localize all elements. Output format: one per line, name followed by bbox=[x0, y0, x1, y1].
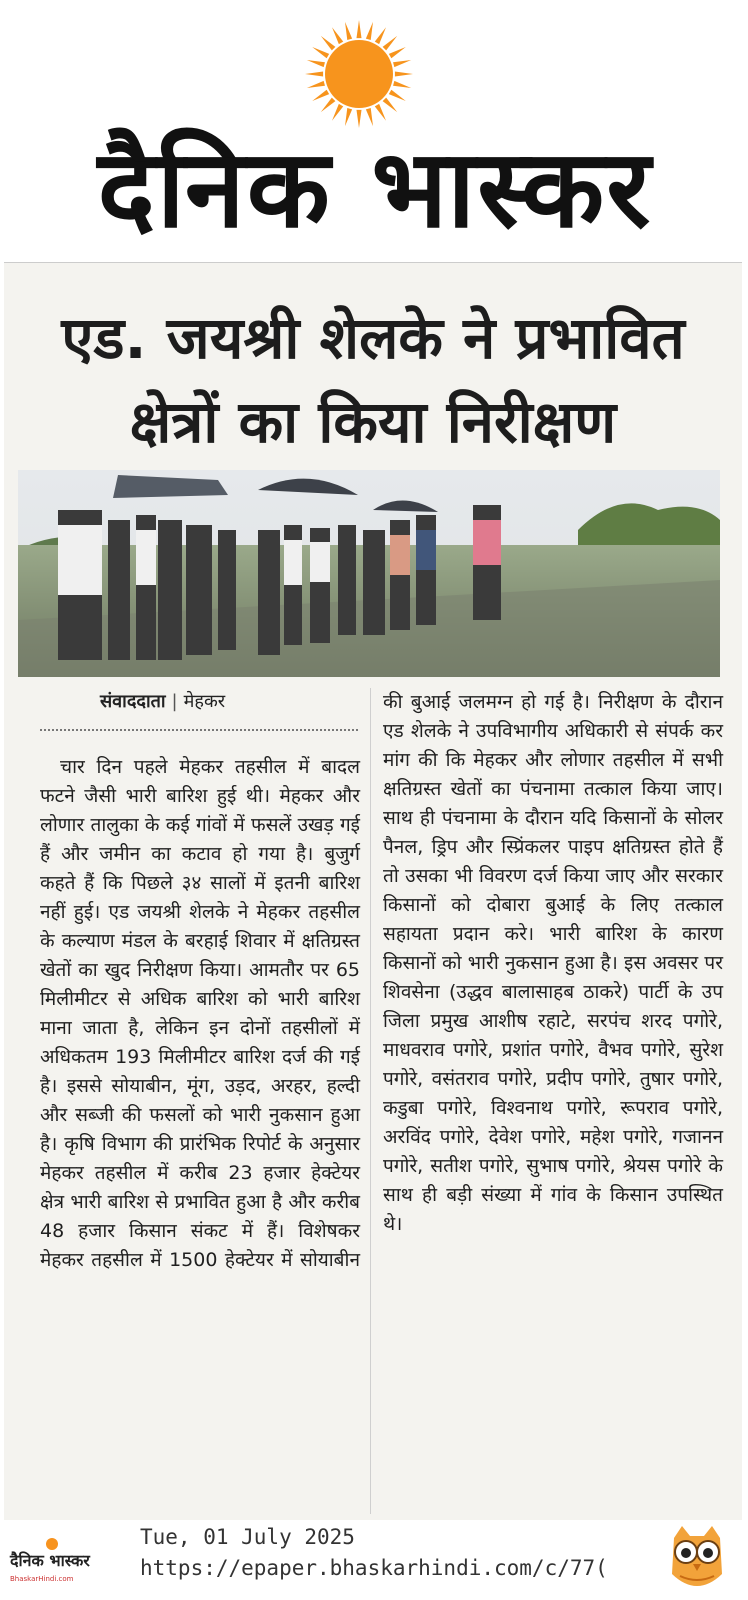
sun-ray bbox=[312, 90, 329, 101]
sun-ray bbox=[393, 81, 411, 88]
headline-line-2: क्षेत्रों का किया निरीक्षण bbox=[129, 388, 617, 456]
footer-logo[interactable]: दैनिक भास्कर bbox=[10, 1551, 90, 1570]
sun-ray bbox=[312, 47, 329, 58]
sun-ray bbox=[307, 60, 325, 67]
sun-ray bbox=[332, 27, 343, 44]
sun-ray bbox=[393, 60, 411, 67]
sun-ray bbox=[383, 98, 398, 113]
headline-line-1: एड. जयश्री शेलके ने प्रभावित bbox=[61, 304, 685, 372]
sun-ray bbox=[356, 20, 361, 38]
sun-ray bbox=[389, 47, 406, 58]
article-headline bbox=[4, 296, 742, 464]
byline-separator: | bbox=[171, 691, 178, 712]
byline bbox=[100, 689, 370, 713]
article-body-column-left: चार दिन पहले मेहकर तहसील में बादल फटने जैसी भारी बारिश हुई थी। मेहकर और लोणार तालुका के कई गांवों में फसलें उखड़ गई हैं और जमीन का कटाव हो गया है। बुजुर्ग कहते हैं कि पिछले ३४ सालों में इतनी बारिश नहीं हुई। एड जयश्री शेलके ने मेहकर तहसील के कल्याण मंडल के बरहाई शिवार में क्षतिग्रस्त खेतों का खुद निरीक्षण किया। आमतौर पर 65 मिलीमीटर से अधिक बारिश को भारी बारिश माना जाता है, लेकिन इन दोनों तहसीलों में अधिकतम 193 मिलीमीटर बारिश दर्ज की गई है। इससे सोयाबीन, मूंग, उड़द, अरहर, हल्दी और सब्जी की फसलों को भारी नुकसान हुआ है। कृषि विभाग की प्रारंभिक रिपोर्ट के अनुसार मेहकर तहसील में करीब 23 हजार हेक्टेयर क्षेत्र भारी बारिश से प्रभावित हुआ है और करीब 48 हजार किसान संकट में हैं। विशेषकर मेहकर तहसील में 1500 हेक्टेयर में सोयाबीन bbox=[40, 756, 360, 1271]
sun-ray bbox=[375, 104, 386, 121]
sun-ray bbox=[375, 27, 386, 44]
newspaper-title[interactable]: दैनिक भास्कर bbox=[97, 127, 653, 252]
sun-ray bbox=[305, 71, 323, 76]
byline-divider bbox=[40, 729, 358, 731]
byline-location: मेहकर bbox=[183, 691, 226, 712]
footer-date: Tue, 01 July 2025 bbox=[140, 1525, 355, 1549]
article-body-column-right: की बुआई जलमग्न हो गई है। निरीक्षण के दौरान एड शेलके ने उपविभागीय अधिकारी से संपर्क कर मांग की कि मेहकर और लोणार तहसील में सभी क्षतिग्रस्त खेतों का पंचनामा तत्काल किया जाए। साथ ही पंचनामा के दौरान यदि किसानों के सोलर पैनल, ड्रिप और स्प्रिंकलर पाइप क्षतिग्रस्त होते हैं तो उसका भी विवरण दर्ज किया जाए और सरकार किसानों को दोबारा बुआई के लिए तत्काल सहायता प्रदान करे। भारी बारिश के कारण किसानों को भारी नुकसान हुआ है। इस अवसर पर शिवसेना (उद्धव बालासाहब ठाकरे) पार्टी के उप जिला प्रमुख आशीष रहाटे, सरपंच शरद पगोरे, माधवराव पगोरे, प्रशांत पगोरे, वैभव पगोरे, सुरेश पगोरे, वसंतराव पगोरे, प्रदीप पगोरे, तुषार पगोरे, कडुबा पगोरे, विश्वनाथ पगोरे, रूपराव पगोरे, अरविंद पगोरे, देवेश पगोरे, महेश पगोरे, गजानन पगोरे, सतीश पगोरे, सुभाष पगोरे, श्रेयस पगोरे के साथ ही बड़ी संख्या में गांव के किसान उपस्थित थे। bbox=[383, 691, 723, 1235]
sun-logo-icon bbox=[303, 18, 415, 130]
sun-ray bbox=[383, 36, 398, 51]
sun-ray bbox=[307, 81, 325, 88]
sun-ray bbox=[366, 108, 373, 126]
footer-url[interactable]: https://epaper.bhaskarhindi.com/c/77( bbox=[140, 1556, 608, 1580]
sun-ray bbox=[321, 98, 336, 113]
column-divider bbox=[370, 688, 371, 1514]
owl-mascot-icon[interactable] bbox=[666, 1524, 728, 1596]
sun-ray bbox=[395, 71, 413, 76]
article-photo[interactable] bbox=[18, 470, 720, 677]
sun-ray bbox=[366, 22, 373, 40]
sun-ray bbox=[345, 108, 352, 126]
footer-logo-subtitle: BhaskarHindi.com bbox=[10, 1575, 74, 1583]
sun-ray bbox=[389, 90, 406, 101]
byline-author: संवाददाता bbox=[100, 691, 166, 712]
sun-ray bbox=[345, 22, 352, 40]
sun-ray bbox=[332, 104, 343, 121]
sun-ray bbox=[321, 36, 336, 51]
